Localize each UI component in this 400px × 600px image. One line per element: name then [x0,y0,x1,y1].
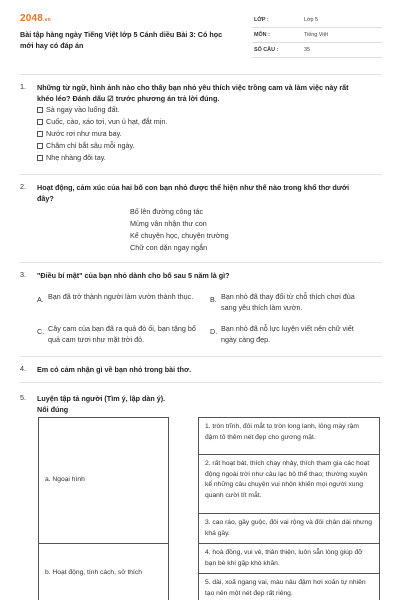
question-number: 5. [20,393,26,402]
checkbox-icon[interactable] [37,131,43,137]
document-title: Bài tập hàng ngày Tiếng Việt lớp 5 Cánh diều Bài 3: Có học mới hay có đáp án [20,30,223,50]
meta-row-subject [252,28,382,43]
question-text: Hoạt động, cảm xúc của hai bố con bạn nhỏ được thể hiện như thế nào trong khổ thơ dưới đây? [37,183,350,203]
question-text: Luyện tập tả người (Tìm ý, lập dàn ý). [37,394,166,403]
question-number: 1. [20,82,26,91]
option-4[interactable] [37,141,135,150]
question-number: 4. [20,364,26,373]
choice-letter: B. [210,295,217,304]
divider [20,174,382,175]
choice-letter: A. [37,295,44,304]
poem-line: Kể chuyện học, chuyện trường [130,231,229,240]
match-right-cell[interactable]: 4. hoà đồng, vui vẻ, thân thiện, luôn sẵn lòng giúp đỡ bạn bè khi gặp khó khăn. [199,544,380,574]
meta-key: LỚP : [254,17,269,23]
match-left-cell[interactable]: b. Hoạt động, tính cách, sở thích [39,544,169,600]
choice-letter: C. [37,327,45,336]
divider [20,382,382,383]
choice-text: Bạn nhỏ đã nỗ lực luyện viết nên chữ viết ngày càng đẹp. [221,324,354,344]
option-2[interactable] [37,117,167,126]
checkbox-icon[interactable] [37,107,43,113]
divider [20,356,382,357]
match-spacer [169,418,199,600]
option-1[interactable] [37,105,120,114]
question-text: "Điều bí mật" của bạn nhỏ dành cho bố sau 5 năm là gì? [37,271,230,280]
divider [20,74,382,75]
checkbox-icon[interactable] [37,143,43,149]
logo-suffix: .vn [43,17,51,23]
choice-text: Bạn nhỏ đã thay đổi từ chỗ thích chơi đùa sang yêu thích làm vườn. [221,292,355,312]
divider [20,262,382,263]
choice-d[interactable] [210,323,382,349]
match-right-cell[interactable]: 1. tròn trĩnh, đôi mắt to tròn long lanh, lông mày rậm đậm tô thêm nét đẹp cho gương mặt. [199,418,380,455]
meta-key: SỐ CÂU : [254,47,279,53]
choice-b[interactable] [210,291,382,317]
question-number: 3. [20,270,26,279]
poem-line: Chữ con dặn ngay ngắn [130,243,208,252]
question-3 [20,270,382,354]
match-right-cell[interactable]: 3. cao ráo, gầy guộc, đôi vai rộng và đôi chân dài nhưng khá gầy. [199,514,380,544]
option-label: Cuốc, cào, xáo tơi, vun ủ hạt, đắt mịn. [46,117,168,126]
question-4 [20,364,382,378]
option-label: Chăm chỉ bắt sâu mỗi ngày. [46,141,135,150]
meta-row-count [252,43,382,58]
option-label: Nước rơi như mưa bay. [46,129,122,138]
poem [130,207,229,255]
option-3[interactable] [37,129,122,138]
meta-row-class [252,13,382,28]
question-number: 2. [20,182,26,191]
meta-key: MÔN : [254,32,270,38]
choice-a[interactable] [37,291,207,317]
choice-text: Cây cam của bạn đã ra quả đỏ ối, bạn tặng bố quả cam tươi như mặt trời đỏ. [48,324,196,344]
page-header [20,13,382,65]
match-right-cell[interactable]: 5. dài, xoã ngang vai, màu nâu đậm hơi xoăn tự nhiên tạo nên một nét đẹp rất riêng. [199,574,380,600]
option-label: Sà ngay vào luống đất. [46,105,120,114]
question-2 [20,182,382,258]
question-5 [20,393,382,417]
choice-text: Bạn đã trở thành người làm vườn thành thục. [48,292,194,301]
choice-letter: D. [210,327,218,336]
option-5[interactable] [37,153,106,162]
meta-value: Tiếng Việt [304,32,328,38]
checkbox-icon[interactable] [37,155,43,161]
match-right-cell[interactable]: 2. rất hoạt bát, thích chạy nhảy, thích tham gia các hoạt động ngoài trời như câu lạc bộ thể thao; thường xuyên kể những câu chuyện vui nhộn khiến mọi người xung quanh cười tít mắt. [199,455,380,514]
question-1 [20,82,382,168]
matching-table [38,417,380,600]
site-logo[interactable] [20,13,51,24]
poem-line: Bố lên đường công tác [130,207,204,216]
question-text: Những từ ngữ, hình ảnh nào cho thấy bạn nhỏ yêu thích việc trồng cam và làm việc này rất khéo léo? Đánh dấu ☑ trước phương án trả lời đúng. [37,83,349,103]
logo-main: 2048 [20,13,44,24]
meta-value: Lớp 5 [304,17,319,23]
match-left-cell[interactable]: a. Ngoại hình [39,418,169,544]
poem-line: Mừng vân nhận thư con [130,219,207,228]
meta-value: 35 [304,47,310,53]
question-text: Em có cảm nhận gì về bạn nhỏ trong bài thơ. [37,365,192,374]
option-label: Nhẹ nhàng đôi tay. [46,153,106,162]
checkbox-icon[interactable] [37,119,43,125]
choice-c[interactable] [37,323,207,349]
question-subtitle: Nối đúng [37,405,69,414]
meta-table [252,13,382,58]
